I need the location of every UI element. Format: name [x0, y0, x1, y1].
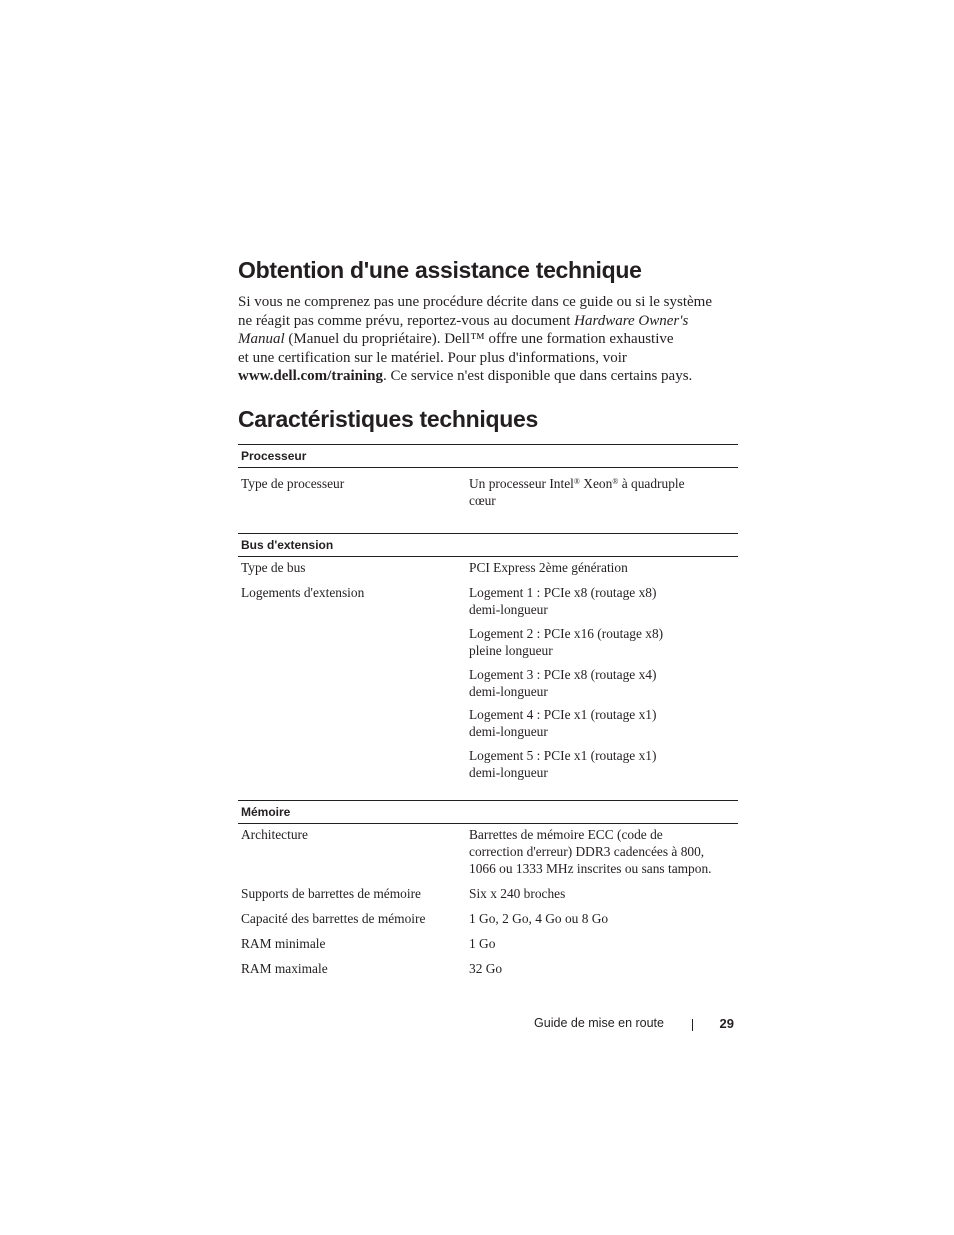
- slot-line: demi-longueur: [469, 765, 548, 780]
- slot-entry: [469, 706, 738, 740]
- footer-guide-title: Guide de mise en route: [534, 1016, 664, 1030]
- intro-text: . Ce service n'est disponible que dans certains pays.: [383, 368, 693, 385]
- value-line: correction d'erreur) DDR3 cadencées à 800,: [469, 844, 705, 859]
- processor-section: [238, 444, 738, 509]
- slot-line: pleine longueur: [469, 643, 553, 658]
- intro-line-3: [238, 330, 738, 349]
- memory-section: [238, 800, 738, 977]
- memory-header: Mémoire: [238, 800, 738, 824]
- value-text: Xeon: [579, 476, 613, 491]
- architecture-value: [469, 826, 738, 877]
- value-text: cœur: [469, 493, 496, 508]
- table-row: [238, 960, 738, 977]
- table-row: [238, 910, 738, 927]
- architecture-label: Architecture: [241, 827, 308, 842]
- slot-line: Logement 1 : PCIe x8 (routage x8): [469, 585, 657, 600]
- manual-title-part2: Manual: [238, 331, 285, 348]
- slots-label: Logements d'extension: [241, 585, 365, 600]
- spec-value: 32 Go: [469, 961, 503, 976]
- slot-entry: [469, 666, 738, 700]
- intro-text: (Manuel du propriétaire). Dell™ offre une formation exhaustive: [284, 331, 674, 348]
- table-row: [238, 935, 738, 952]
- spec-label: Capacité des barrettes de mémoire: [241, 911, 426, 926]
- table-row: [238, 885, 738, 902]
- registered-mark: ®: [573, 477, 580, 486]
- table-row: [238, 584, 738, 781]
- table-row: [238, 559, 738, 576]
- slot-line: demi-longueur: [469, 724, 548, 739]
- processor-type-label: Type de processeur: [241, 476, 345, 491]
- page-footer: [238, 1016, 738, 1036]
- value-text: à quadruple: [618, 476, 685, 491]
- slot-entry: [469, 747, 738, 781]
- bus-type-value: PCI Express 2ème génération: [469, 560, 628, 575]
- intro-line-4: et une certification sur le matériel. Pour plus d'informations, voir: [238, 349, 627, 366]
- spec-label: RAM minimale: [241, 936, 326, 951]
- support-heading: Obtention d'une assistance technique: [238, 257, 642, 283]
- value-line: 1066 ou 1333 MHz inscrites ou sans tampon.: [469, 861, 712, 876]
- slot-line: Logement 5 : PCIe x1 (routage x1): [469, 748, 657, 763]
- bus-section: [238, 533, 738, 781]
- spec-value: 1 Go, 2 Go, 4 Go ou 8 Go: [469, 911, 609, 926]
- table-row: [238, 826, 738, 877]
- table-row: [238, 475, 738, 509]
- registered-mark: ®: [612, 477, 619, 486]
- intro-text: ne réagit pas comme prévu, reportez-vous au document: [238, 312, 575, 329]
- training-link[interactable]: www.dell.com/training: [238, 368, 383, 385]
- value-line: Barrettes de mémoire ECC (code de: [469, 827, 663, 842]
- processor-type-value: [469, 475, 738, 509]
- value-text: Un processeur Intel: [469, 476, 574, 491]
- slots-value: [469, 584, 738, 781]
- support-paragraph: [238, 293, 738, 386]
- intro-line-5: [238, 367, 738, 386]
- page-number: 29: [719, 1016, 734, 1031]
- spec-value: 1 Go: [469, 936, 496, 951]
- bus-type-label: Type de bus: [241, 560, 306, 575]
- footer-separator: [692, 1019, 693, 1031]
- slot-entry: [469, 625, 738, 659]
- specs-heading: Caractéristiques techniques: [238, 406, 538, 432]
- intro-line-2: [238, 312, 738, 331]
- spec-label: Supports de barrettes de mémoire: [241, 886, 421, 901]
- slot-line: demi-longueur: [469, 684, 548, 699]
- spec-value: Six x 240 broches: [469, 886, 566, 901]
- slot-line: Logement 3 : PCIe x8 (routage x4): [469, 667, 657, 682]
- intro-line-1: Si vous ne comprenez pas une procédure décrite dans ce guide ou si le système: [238, 294, 713, 310]
- processor-header: Processeur: [238, 444, 738, 468]
- slot-line: demi-longueur: [469, 602, 548, 617]
- bus-header: Bus d'extension: [238, 533, 738, 557]
- slot-entry: [469, 584, 738, 618]
- slot-line: Logement 2 : PCIe x16 (routage x8): [469, 626, 664, 641]
- manual-title-part1: Hardware Owner's: [574, 312, 689, 329]
- spec-label: RAM maximale: [241, 961, 328, 976]
- slot-line: Logement 4 : PCIe x1 (routage x1): [469, 707, 657, 722]
